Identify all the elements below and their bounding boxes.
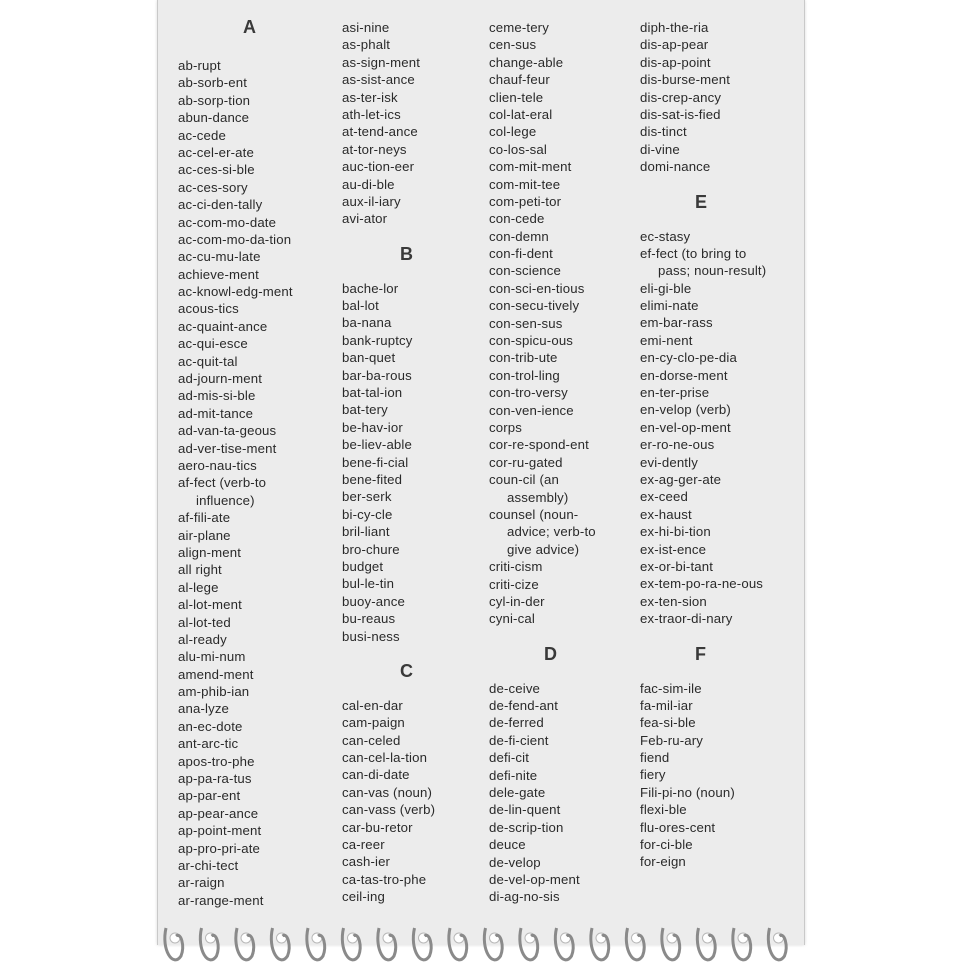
word-entry: asi-nine [342, 20, 390, 35]
word-entry: at-tend-ance [342, 124, 418, 140]
word-entry: can-di-date [342, 767, 410, 783]
word-entry: dele-gate [489, 785, 546, 801]
coil-loop [520, 928, 538, 960]
word-list-d-cont [640, 19, 800, 176]
word-entry: bat-tery [342, 402, 388, 418]
word-entry: busi-ness [342, 628, 400, 644]
word-entry: con-secu-tively [489, 298, 580, 314]
word-entry: criti-cism [489, 559, 543, 575]
word-entry: fiery [640, 767, 666, 783]
word-entry: ant-arc-tic [178, 736, 239, 752]
word-entry: can-cel-la-tion [342, 750, 428, 766]
word-list-a-cont [342, 19, 484, 228]
word-entry: con-spicu-ous [489, 333, 574, 349]
word-entry: Fili-pi-no (noun) [640, 784, 735, 800]
word-entry: bene-fited [342, 471, 403, 487]
word-list-d [489, 680, 634, 906]
word-entry: ex-ist-ence [640, 541, 707, 557]
word-entry: de-ceive [489, 680, 541, 696]
word-entry: dis-sat-is-fied [640, 106, 721, 122]
word-entry: evi-dently [640, 454, 698, 470]
word-entry: com-peti-tor [489, 193, 562, 209]
word-entry: advice; verb-to [507, 524, 596, 540]
word-entry: deuce [489, 837, 526, 853]
word-entry: bu-reaus [342, 611, 396, 627]
word-entry: de-fi-cient [489, 732, 549, 748]
spiral-coil-icon [157, 920, 803, 970]
word-entry: ex-hi-bi-tion [640, 524, 711, 540]
word-entry: con-cede [489, 211, 545, 227]
word-entry: ac-com-mo-da-tion [178, 231, 292, 247]
word-entry: ap-pear-ance [178, 805, 259, 821]
word-entry: ac-qui-esce [178, 336, 248, 352]
word-entry: af-fili-ate [178, 510, 231, 526]
word-entry: col-lat-eral [489, 106, 553, 122]
word-entry: cen-sus [489, 37, 537, 53]
coil-loop [236, 928, 254, 960]
column-2 [342, 19, 484, 906]
word-entry: dis-ap-pear [640, 37, 709, 53]
word-entry: di-vine [640, 141, 680, 157]
word-entry: flexi-ble [640, 802, 687, 818]
word-entry: ex-tem-po-ra-ne-ous [640, 576, 764, 592]
word-entry: al-ready [178, 631, 227, 647]
word-entry: ber-serk [342, 489, 392, 505]
word-entry: eli-gi-ble [640, 280, 692, 296]
word-entry: en-dorse-ment [640, 367, 728, 383]
word-entry: ba-nana [342, 315, 392, 331]
section-heading-f: F [695, 643, 707, 664]
word-entry: ex-ag-ger-ate [640, 471, 722, 487]
word-entry: cam-paign [342, 715, 405, 731]
word-entry: fiend [640, 750, 670, 766]
word-entry: ar-range-ment [178, 892, 264, 908]
word-entry: al-lot-ment [178, 597, 242, 613]
word-entry: ac-cu-mu-late [178, 249, 261, 265]
section-heading-d: D [544, 643, 558, 664]
word-entry: ca-reer [342, 837, 385, 853]
word-entry: bril-liant [342, 524, 390, 540]
word-entry: en-ter-prise [640, 385, 710, 401]
coil-loop [413, 928, 431, 960]
word-entry: cor-ru-gated [489, 454, 563, 470]
word-entry: ad-ver-tise-ment [178, 440, 277, 456]
word-entry: ex-ten-sion [640, 593, 707, 609]
word-entry: apos-tro-phe [178, 753, 255, 769]
word-entry: as-phalt [342, 37, 391, 53]
coil-loop [626, 928, 644, 960]
word-entry: coun-cil (an [489, 472, 559, 488]
word-entry: cyl-in-der [489, 593, 545, 609]
word-entry: influence) [196, 492, 255, 508]
word-list-e [640, 228, 800, 628]
word-entry: ceme-tery [489, 20, 549, 35]
column-3 [489, 19, 634, 906]
word-entry: assembly) [507, 489, 569, 505]
word-entry: ac-knowl-edg-ment [178, 284, 293, 300]
word-entry: ap-pa-ra-tus [178, 771, 252, 787]
word-entry: de-ferred [489, 715, 544, 731]
word-entry: pass; noun-result) [658, 263, 767, 279]
coil-loop [484, 928, 502, 960]
word-entry: de-vel-op-ment [489, 871, 580, 887]
word-entry: ad-van-ta-geous [178, 423, 277, 439]
word-entry: give advice) [507, 541, 580, 557]
word-entry: at-tor-neys [342, 141, 407, 157]
word-entry: as-ter-isk [342, 89, 398, 105]
word-entry: counsel (noun- [489, 506, 579, 522]
coil-loop [733, 928, 751, 960]
word-entry: ac-ces-sory [178, 179, 248, 195]
word-entry: align-ment [178, 544, 242, 560]
word-entry: dis-crep-ancy [640, 89, 722, 105]
word-entry: co-los-sal [489, 141, 547, 157]
word-entry: flu-ores-cent [640, 819, 716, 835]
word-entry: auc-tion-eer [342, 159, 415, 175]
word-entry: ab-sorp-tion [178, 92, 251, 108]
word-entry: as-sist-ance [342, 72, 415, 88]
word-entry: am-phib-ian [178, 684, 250, 700]
word-entry: defi-cit [489, 750, 530, 766]
word-entry: ac-quaint-ance [178, 318, 268, 334]
word-entry: bene-fi-cial [342, 454, 409, 470]
word-entry: ab-rupt [178, 58, 221, 73]
word-entry: dis-burse-ment [640, 72, 731, 88]
word-entry: com-mit-ment [489, 159, 572, 175]
column-4 [640, 19, 800, 871]
word-entry: con-fi-dent [489, 246, 553, 262]
word-entry: cyni-cal [489, 611, 535, 627]
word-entry: ex-haust [640, 506, 692, 522]
word-entry: bat-tal-ion [342, 385, 403, 401]
word-entry: de-scrip-tion [489, 819, 564, 835]
word-entry: alu-mi-num [178, 649, 246, 665]
coil-loop [591, 928, 609, 960]
word-entry: aero-nau-tics [178, 457, 257, 473]
word-list-c [342, 697, 484, 906]
word-entry: ad-mis-si-ble [178, 388, 256, 404]
word-entry: can-vas (noun) [342, 784, 433, 800]
coil-loop [662, 928, 680, 960]
word-entry: ap-pro-pri-ate [178, 840, 260, 856]
word-entry: ad-journ-ment [178, 371, 263, 387]
word-entry: cor-re-spond-ent [489, 437, 589, 453]
word-entry: bul-le-tin [342, 576, 395, 592]
word-entry: bi-cy-cle [342, 506, 393, 522]
coil-loop [378, 928, 396, 960]
word-entry: con-trol-ling [489, 367, 560, 383]
word-entry: cash-ier [342, 854, 391, 870]
word-entry: be-hav-ior [342, 419, 403, 435]
word-entry: af-fect (verb-to [178, 475, 267, 491]
word-entry: con-trib-ute [489, 350, 558, 366]
word-entry: ath-let-ics [342, 106, 401, 122]
word-entry: con-tro-versy [489, 385, 568, 401]
word-entry: buoy-ance [342, 593, 405, 609]
word-list-a [178, 57, 340, 909]
word-entry: ap-par-ent [178, 788, 241, 804]
word-entry: ec-stasy [640, 228, 691, 244]
word-entry: emi-nent [640, 332, 693, 348]
word-entry: bache-lor [342, 280, 399, 296]
word-entry: ca-tas-tro-phe [342, 871, 427, 887]
word-entry: con-demn [489, 228, 549, 244]
coil-loop [271, 928, 289, 960]
word-entry: cal-en-dar [342, 697, 403, 713]
word-entry: abun-dance [178, 110, 250, 126]
word-entry: bro-chure [342, 541, 400, 557]
word-entry: ac-quit-tal [178, 353, 238, 369]
word-entry: ac-com-mo-date [178, 214, 277, 230]
coil-loop [200, 928, 218, 960]
word-entry: as-sign-ment [342, 54, 421, 70]
word-entry: bank-ruptcy [342, 332, 413, 348]
word-list-b [342, 280, 484, 645]
word-entry: ceil-ing [342, 889, 385, 905]
word-entry: domi-nance [640, 159, 711, 175]
word-entry: chauf-feur [489, 72, 550, 88]
word-entry: ef-fect (to bring to [640, 245, 747, 261]
word-entry: ex-or-bi-tant [640, 558, 714, 574]
word-entry: ana-lyze [178, 701, 230, 717]
word-entry: er-ro-ne-ous [640, 437, 715, 453]
word-entry: al-lot-ted [178, 614, 231, 630]
word-entry: avi-ator [342, 211, 388, 227]
word-entry: de-velop [489, 854, 541, 870]
word-entry: ac-ci-den-tally [178, 197, 263, 213]
word-entry: acous-tics [178, 301, 239, 317]
word-entry: con-ven-ience [489, 402, 574, 418]
word-entry: achieve-ment [178, 266, 259, 282]
word-entry: ap-point-ment [178, 823, 262, 839]
word-entry: ex-ceed [640, 489, 688, 505]
word-entry: de-lin-quent [489, 802, 561, 818]
word-entry: ban-quet [342, 350, 396, 366]
word-entry: di-ag-no-sis [489, 889, 560, 905]
word-entry: bal-lot [342, 298, 379, 314]
word-entry: ad-mit-tance [178, 405, 254, 421]
coil-loop [449, 928, 467, 960]
word-entry: car-bu-retor [342, 819, 413, 835]
word-entry: ac-cel-er-ate [178, 144, 254, 160]
word-entry: be-liev-able [342, 437, 412, 453]
word-entry: corps [489, 419, 522, 435]
coil-loop [697, 928, 715, 960]
word-entry: de-fend-ant [489, 698, 559, 714]
word-entry: for-ci-ble [640, 837, 693, 853]
word-entry: al-lege [178, 579, 219, 595]
word-entry: clien-tele [489, 89, 544, 105]
word-entry: con-science [489, 263, 562, 279]
coil-loop [342, 928, 360, 960]
word-entry: change-able [489, 54, 564, 70]
word-entry: em-bar-rass [640, 315, 713, 331]
word-entry: criti-cize [489, 576, 539, 592]
word-entry: Feb-ru-ary [640, 732, 704, 748]
word-entry: for-eign [640, 854, 686, 870]
coil-loop [307, 928, 325, 960]
word-entry: com-mit-tee [489, 176, 561, 192]
word-entry: an-ec-dote [178, 718, 243, 734]
word-entry: amend-ment [178, 666, 254, 682]
section-heading-b: B [400, 243, 414, 264]
word-entry: can-vass (verb) [342, 802, 436, 818]
coil-loop [165, 928, 183, 960]
word-entry: diph-the-ria [640, 20, 709, 35]
word-entry: con-sen-sus [489, 315, 563, 331]
word-entry: all right [178, 562, 222, 578]
word-entry: en-cy-clo-pe-dia [640, 350, 737, 366]
word-entry: ar-raign [178, 875, 225, 891]
word-entry: dis-tinct [640, 124, 687, 140]
word-entry: ac-cede [178, 127, 226, 143]
word-entry: air-plane [178, 527, 231, 543]
word-entry: defi-nite [489, 767, 538, 783]
word-list-f [640, 680, 800, 871]
word-entry: con-sci-en-tious [489, 280, 585, 296]
word-entry: ar-chi-tect [178, 857, 239, 873]
word-entry: fa-mil-iar [640, 697, 693, 713]
section-heading-c: C [400, 660, 414, 681]
word-entry: ex-traor-di-nary [640, 611, 733, 627]
coil-loop [555, 928, 573, 960]
word-entry: bar-ba-rous [342, 367, 412, 383]
word-entry: au-di-ble [342, 176, 395, 192]
word-entry: budget [342, 558, 384, 574]
word-entry: fac-sim-ile [640, 680, 702, 696]
section-heading-e: E [695, 191, 708, 212]
word-entry: elimi-nate [640, 298, 699, 314]
word-entry: ac-ces-si-ble [178, 162, 255, 178]
word-entry: fea-si-ble [640, 715, 696, 731]
coil-loop [768, 928, 786, 960]
word-entry: en-vel-op-ment [640, 419, 731, 435]
word-entry: aux-il-iary [342, 193, 401, 209]
section-heading-a: A [243, 17, 256, 37]
word-entry: ab-sorb-ent [178, 75, 248, 91]
word-entry: col-lege [489, 124, 537, 140]
word-entry: en-velop (verb) [640, 402, 731, 418]
word-entry: dis-ap-point [640, 54, 711, 70]
word-entry: can-celed [342, 732, 401, 748]
word-list-c-cont [489, 19, 634, 628]
column-1 [178, 57, 340, 909]
